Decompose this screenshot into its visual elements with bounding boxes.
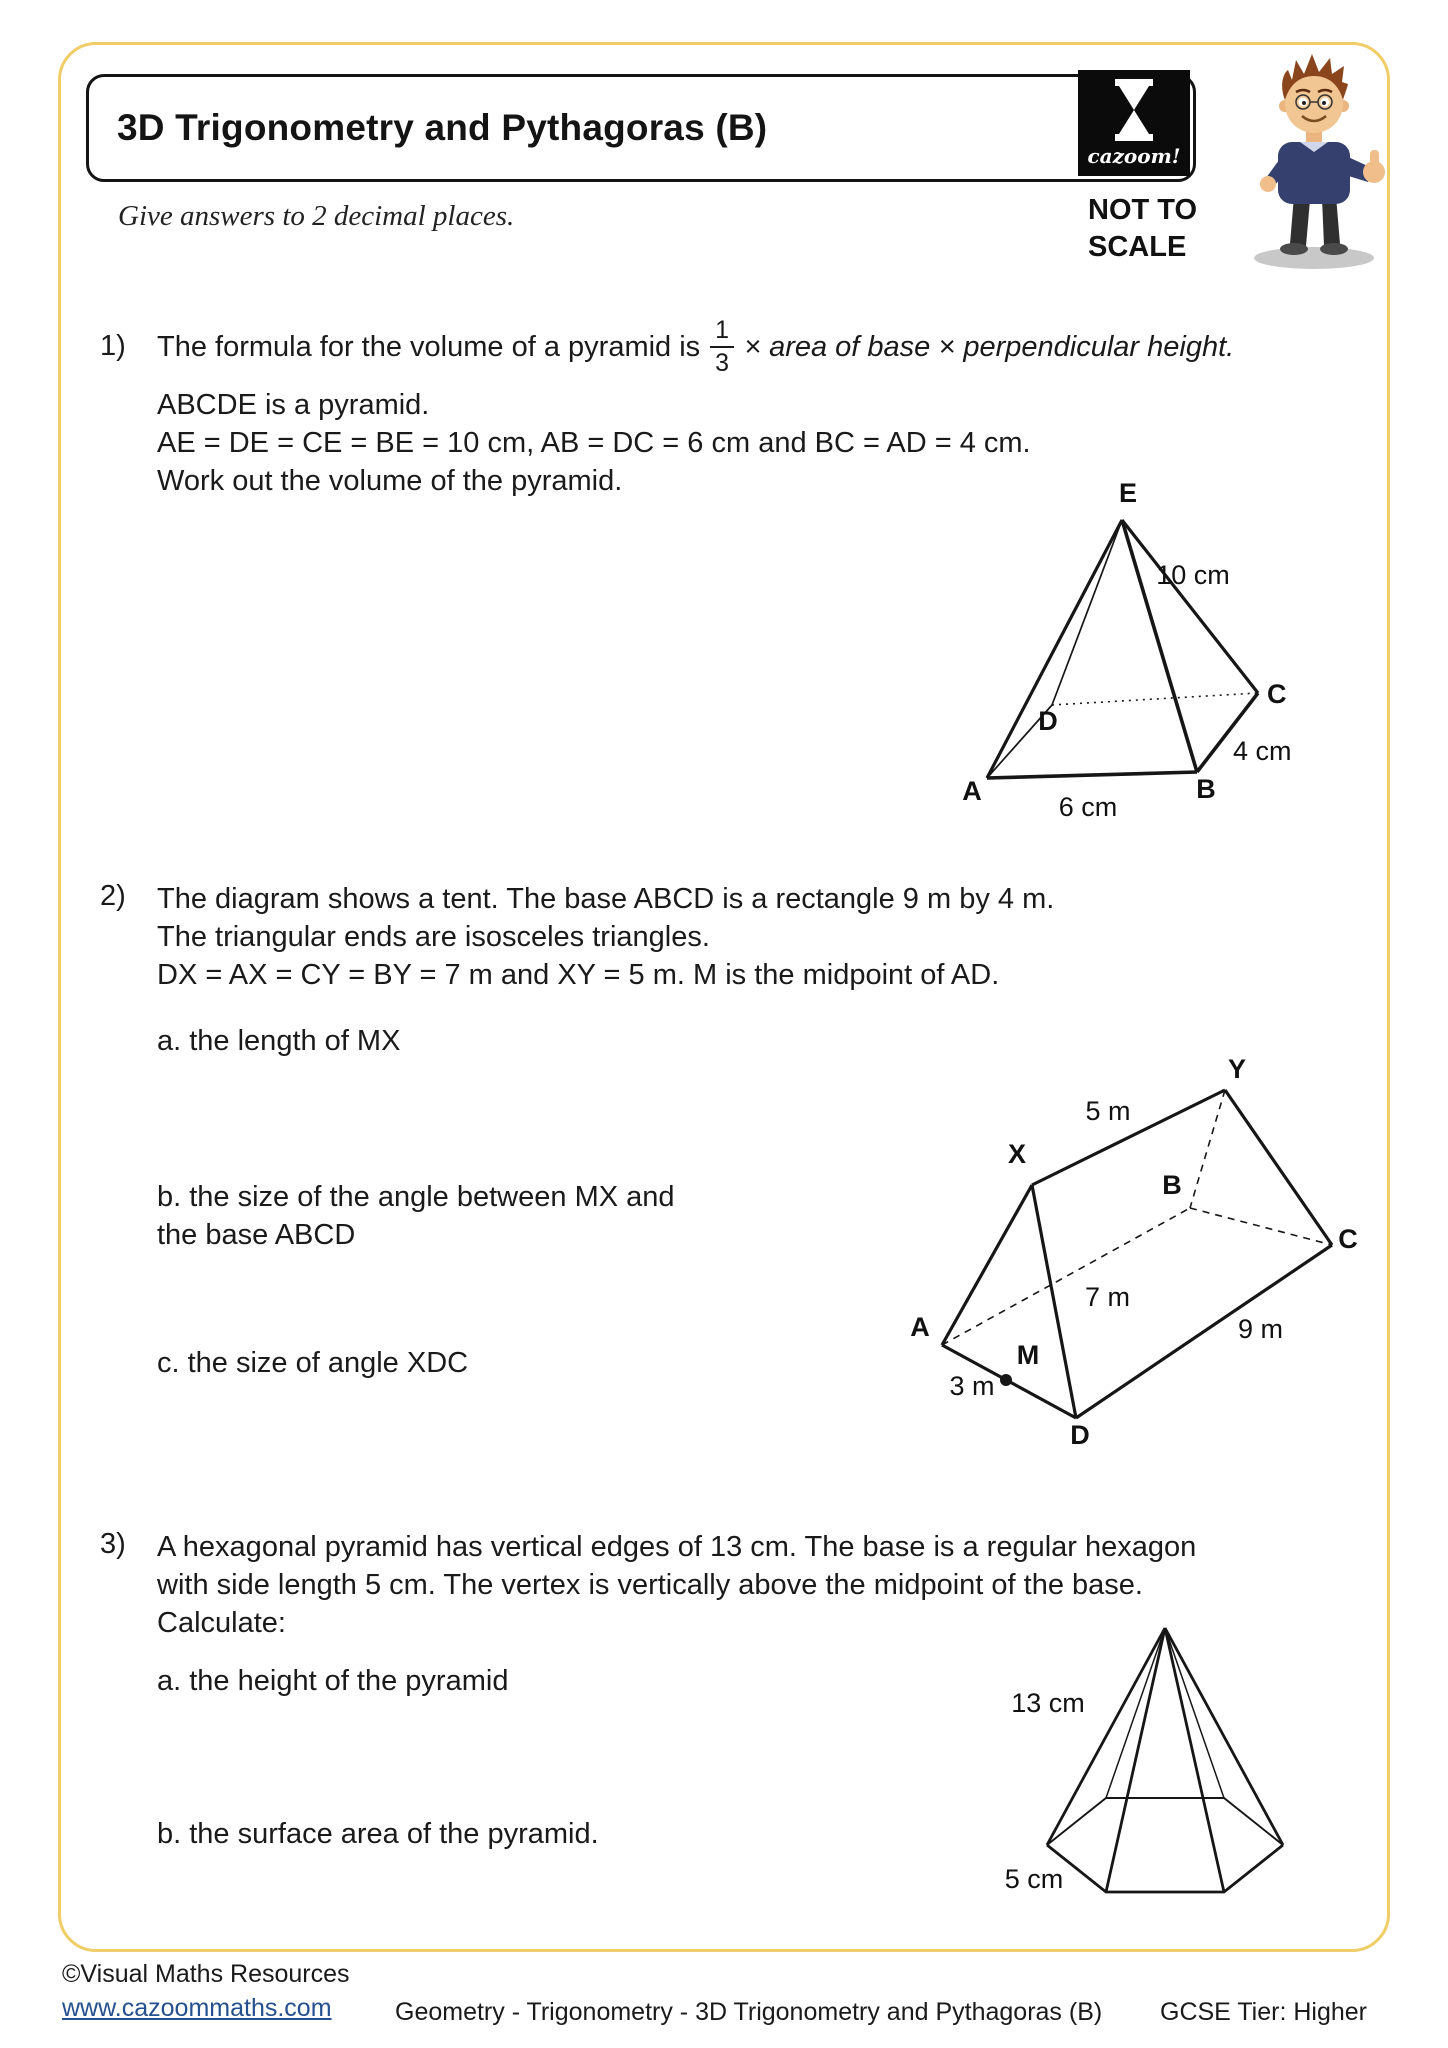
measure-label-10cm: 10 cm xyxy=(1156,560,1230,590)
question-text-line: A hexagonal pyramid has vertical edges of 13 cm. The base is a regular hexagon xyxy=(157,1531,1197,1563)
vertex-label-c: C xyxy=(1338,1224,1358,1254)
page-title: 3D Trigonometry and Pythagoras (B) xyxy=(117,107,768,148)
not-to-scale-line2: SCALE xyxy=(1088,231,1187,263)
tent-diagram xyxy=(880,1048,1390,1468)
vertex-label-a: A xyxy=(962,776,982,806)
hexagonal-pyramid-diagram xyxy=(985,1608,1395,1958)
question-text-line: The triangular ends are isosceles triangles. xyxy=(157,921,710,953)
vertex-label-b: B xyxy=(1196,774,1216,804)
pyramid-edges xyxy=(987,520,1258,778)
question-text-line: ABCDE is a pyramid. xyxy=(157,389,430,421)
hourglass-icon xyxy=(1078,70,1190,146)
measure-label-4cm: 4 cm xyxy=(1233,736,1292,766)
not-to-scale-label xyxy=(1088,192,1197,266)
cazoom-logo xyxy=(1078,70,1190,176)
q1-text-block xyxy=(157,386,1031,500)
measure-label-6cm: 6 cm xyxy=(1058,792,1118,822)
vertex-label-e: E xyxy=(1118,478,1138,508)
tent-edges xyxy=(942,1090,1332,1418)
question-text-line: Work out the volume of the pyramid. xyxy=(157,465,623,497)
footer-website-link[interactable]: www.cazoommaths.com xyxy=(62,1994,332,2022)
vertex-label-d: D xyxy=(1038,706,1058,736)
footer-tier-label: GCSE Tier: Higher xyxy=(1160,1998,1368,2026)
q1-number: 1) xyxy=(100,330,126,362)
mascot-character-illustration xyxy=(1222,48,1400,273)
question-text-line: with side length 5 cm. The vertex is vertically above the midpoint of the base. xyxy=(157,1569,1143,1601)
vertex-label-c: C xyxy=(1267,679,1287,709)
question-text-line: Calculate: xyxy=(157,1607,286,1639)
q2-part-a: a. the length of MX xyxy=(157,1025,401,1057)
vertex-label-x: X xyxy=(1007,1139,1027,1169)
question-text-line: The diagram shows a tent. The base ABCD is a rectangle 9 m by 4 m. xyxy=(157,883,1055,915)
vertex-label-y: Y xyxy=(1227,1054,1247,1084)
q1-intro-suffix: × area of base × perpendicular height. xyxy=(744,330,1235,363)
measure-label-5m: 5 m xyxy=(1085,1096,1131,1126)
q2-part-b xyxy=(157,1178,675,1254)
measure-label-9m: 9 m xyxy=(1238,1314,1284,1344)
footer-copyright: ©Visual Maths Resources xyxy=(62,1960,350,1988)
header-box xyxy=(86,74,1196,182)
fraction-one-third xyxy=(710,316,734,378)
question-text-line: AE = DE = CE = BE = 10 cm, AB = DC = 6 cm and BC = AD = 4 cm. xyxy=(157,427,1031,459)
cazoom-logo-text: cazoom! xyxy=(1087,144,1181,168)
vertex-label-a: A xyxy=(910,1312,930,1342)
measure-label-13cm: 13 cm xyxy=(1011,1688,1085,1718)
measure-label-7m: 7 m xyxy=(1085,1282,1131,1312)
q2-text-block xyxy=(157,880,1054,994)
point-label-m: M xyxy=(1016,1340,1040,1370)
q2-part-c: c. the size of angle XDC xyxy=(157,1347,469,1379)
q1-intro-line xyxy=(157,312,1234,382)
pyramid-diagram xyxy=(915,468,1395,838)
measure-label-5cm: 5 cm xyxy=(1004,1864,1064,1894)
footer-topic-breadcrumb: Geometry - Trigonometry - 3D Trigonometry and Pythagoras (B) xyxy=(395,1998,1103,2026)
q2-part-b-line2: the base ABCD xyxy=(157,1219,356,1251)
midpoint-m-dot xyxy=(1000,1374,1012,1386)
q2-number: 2) xyxy=(100,880,126,912)
instruction-text: Give answers to 2 decimal places. xyxy=(118,200,515,232)
measure-label-3m: 3 m xyxy=(949,1371,995,1401)
q2-part-b-line1: b. the size of the angle between MX and xyxy=(157,1181,675,1213)
vertex-label-d: D xyxy=(1070,1420,1090,1450)
vertex-label-b: B xyxy=(1162,1170,1182,1200)
fraction-numerator: 1 xyxy=(710,316,734,348)
hexagonal-pyramid-edges xyxy=(1047,1628,1283,1892)
q3-number: 3) xyxy=(100,1528,126,1560)
question-text-line: DX = AX = CY = BY = 7 m and XY = 5 m. M is the midpoint of AD. xyxy=(157,959,1000,991)
q1-intro-prefix: The formula for the volume of a pyramid is xyxy=(157,330,701,363)
q3-part-a: a. the height of the pyramid xyxy=(157,1665,509,1697)
q3-part-b: b. the surface area of the pyramid. xyxy=(157,1818,599,1850)
not-to-scale-line1: NOT TO xyxy=(1088,194,1198,226)
fraction-denominator: 3 xyxy=(715,349,730,377)
